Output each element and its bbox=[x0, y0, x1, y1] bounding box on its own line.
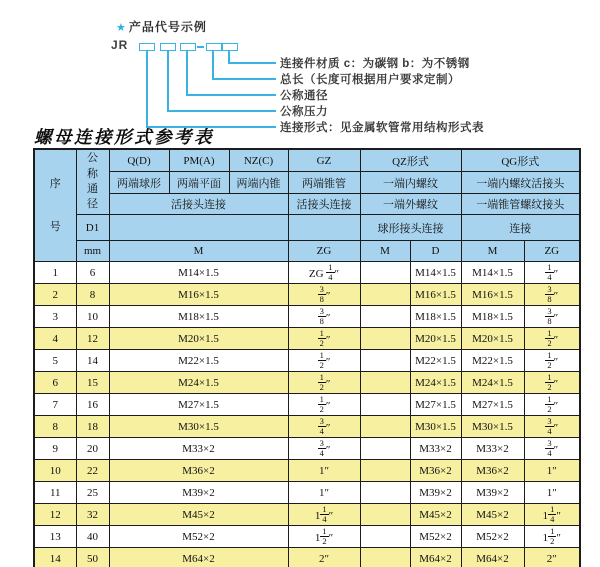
cell-gz: 1″ bbox=[288, 460, 360, 482]
table-row bbox=[34, 350, 580, 372]
cell-qg-m: M64×2 bbox=[461, 548, 524, 567]
header-row-codes bbox=[34, 149, 580, 172]
cell-qg-m: M22×1.5 bbox=[461, 350, 524, 372]
cell-dn: 10 bbox=[76, 306, 109, 328]
cell-gz: $\frac{1}{2}$ ″ bbox=[288, 328, 360, 350]
cell-dn: 50 bbox=[76, 548, 109, 567]
fraction: $\frac{3}{8}$ bbox=[547, 283, 552, 304]
header-mm: mm bbox=[76, 241, 109, 262]
connector-line bbox=[212, 78, 276, 80]
header-code-q: Q(D) bbox=[109, 149, 169, 172]
cell-qz-d: M52×2 bbox=[410, 526, 461, 548]
cell-seq: 3 bbox=[34, 306, 76, 328]
cell-seq: 6 bbox=[34, 372, 76, 394]
header-unit-qg-zg: ZG bbox=[524, 241, 580, 262]
header-unit-zg: ZG bbox=[288, 241, 360, 262]
cell-qg-m: M27×1.5 bbox=[461, 394, 524, 416]
fraction: $\frac{1}{4}$ bbox=[328, 261, 333, 282]
cell-qg-zg: 1″ bbox=[524, 482, 580, 504]
header-row-d1 bbox=[34, 215, 580, 241]
table-header bbox=[34, 149, 580, 262]
cell-qz-m bbox=[360, 548, 410, 567]
header-d1: D1 bbox=[76, 215, 109, 241]
header-type-pm: 两端平面 bbox=[169, 172, 229, 194]
header-type-qz: 一端内螺纹 bbox=[360, 172, 461, 194]
header-type-q: 两端球形 bbox=[109, 172, 169, 194]
cell-thread-m: M18×1.5 bbox=[109, 306, 288, 328]
table-row bbox=[34, 394, 580, 416]
cell-qz-m bbox=[360, 372, 410, 394]
dash-separator bbox=[197, 46, 204, 48]
cell-qz-d: M30×1.5 bbox=[410, 416, 461, 438]
cell-qg-zg: 1″ bbox=[524, 460, 580, 482]
cell-thread-m: M27×1.5 bbox=[109, 394, 288, 416]
cell-gz: $\frac{1}{2}$ ″ bbox=[288, 350, 360, 372]
header-unit-qz-d: D bbox=[410, 241, 461, 262]
fraction: $\frac{3}{4}$ bbox=[547, 437, 552, 458]
cell-qg-zg: $\frac{1}{2}$ ″ bbox=[524, 328, 580, 350]
header-union-m: 活接头连接 bbox=[109, 194, 288, 215]
cell-qg-m: M45×2 bbox=[461, 504, 524, 526]
cell-thread-m: M36×2 bbox=[109, 460, 288, 482]
cell-qg-zg: 1 $\frac{1}{4}$ ″ bbox=[524, 504, 580, 526]
cell-qz-m bbox=[360, 394, 410, 416]
fraction: $\frac{3}{4}$ bbox=[319, 437, 324, 458]
fraction: $\frac{1}{2}$ bbox=[550, 525, 555, 546]
fraction: $\frac{1}{2}$ bbox=[319, 371, 324, 392]
cell-qg-m: M20×1.5 bbox=[461, 328, 524, 350]
cell-gz: 1 $\frac{1}{4}$ ″ bbox=[288, 504, 360, 526]
diagram-label-material: 连接件材质 c：为碳钢 b：为不锈钢 bbox=[280, 58, 470, 70]
star-icon: ★ bbox=[116, 22, 127, 34]
cell-gz: 2″ bbox=[288, 548, 360, 567]
cell-dn: 12 bbox=[76, 328, 109, 350]
header-type-qg: 一端内螺纹活接头 bbox=[461, 172, 580, 194]
fraction: $\frac{3}{8}$ bbox=[319, 305, 324, 326]
cell-gz: 1 $\frac{1}{2}$ ″ bbox=[288, 526, 360, 548]
cell-dn: 6 bbox=[76, 262, 109, 284]
fraction: $\frac{1}{4}$ bbox=[550, 503, 555, 524]
cell-dn: 20 bbox=[76, 438, 109, 460]
fraction: $\frac{1}{4}$ bbox=[322, 503, 327, 524]
cell-seq: 12 bbox=[34, 504, 76, 526]
connector-line bbox=[228, 62, 276, 64]
cell-dn: 8 bbox=[76, 284, 109, 306]
cell-gz: $\frac{3}{4}$ ″ bbox=[288, 416, 360, 438]
cell-qg-m: M33×2 bbox=[461, 438, 524, 460]
cell-qz-d: M45×2 bbox=[410, 504, 461, 526]
cell-dn: 16 bbox=[76, 394, 109, 416]
cell-gz: $\frac{3}{4}$ ″ bbox=[288, 438, 360, 460]
diagram-label-length: 总长（长度可根据用户要求定制） bbox=[280, 74, 460, 86]
header-row-types bbox=[34, 172, 580, 194]
cell-dn: 40 bbox=[76, 526, 109, 548]
cell-qg-m: M30×1.5 bbox=[461, 416, 524, 438]
header-code-pm: PM(A) bbox=[169, 149, 229, 172]
fraction: $\frac{1}{2}$ bbox=[547, 371, 552, 392]
cell-qg-zg: 1 $\frac{1}{2}$ ″ bbox=[524, 526, 580, 548]
cell-thread-m: M45×2 bbox=[109, 504, 288, 526]
cell-thread-m: M33×2 bbox=[109, 438, 288, 460]
header-type-nz: 两端内锥 bbox=[229, 172, 288, 194]
cell-gz: $\frac{3}{8}$ ″ bbox=[288, 284, 360, 306]
cell-qz-m bbox=[360, 504, 410, 526]
fraction: $\frac{3}{4}$ bbox=[319, 415, 324, 436]
header-blank-gz bbox=[288, 215, 360, 241]
header-unit-qz-m: M bbox=[360, 241, 410, 262]
cell-qz-m bbox=[360, 350, 410, 372]
cell-dn: 14 bbox=[76, 350, 109, 372]
cell-qz-m bbox=[360, 416, 410, 438]
cell-qz-m bbox=[360, 526, 410, 548]
header-code-qg: QG形式 bbox=[461, 149, 580, 172]
cell-seq: 13 bbox=[34, 526, 76, 548]
header-unit-m: M bbox=[109, 241, 288, 262]
cell-dn: 32 bbox=[76, 504, 109, 526]
cell-qz-m bbox=[360, 438, 410, 460]
cell-qz-d: M22×1.5 bbox=[410, 350, 461, 372]
cell-qz-m bbox=[360, 284, 410, 306]
cell-seq: 2 bbox=[34, 284, 76, 306]
header-blank-m bbox=[109, 215, 288, 241]
cell-qz-d: M18×1.5 bbox=[410, 306, 461, 328]
cell-seq: 1 bbox=[34, 262, 76, 284]
table-row bbox=[34, 306, 580, 328]
cell-qg-zg: $\frac{3}{4}$ ″ bbox=[524, 416, 580, 438]
table-row bbox=[34, 284, 580, 306]
cell-seq: 7 bbox=[34, 394, 76, 416]
code-prefix: JR bbox=[111, 38, 129, 52]
header-unit-qg-m: M bbox=[461, 241, 524, 262]
cell-qg-m: M52×2 bbox=[461, 526, 524, 548]
cell-qg-m: M18×1.5 bbox=[461, 306, 524, 328]
cell-gz: $\frac{3}{8}$ ″ bbox=[288, 306, 360, 328]
connector-line bbox=[186, 94, 276, 96]
cell-dn: 25 bbox=[76, 482, 109, 504]
fraction: $\frac{1}{4}$ bbox=[547, 261, 552, 282]
code-box bbox=[206, 43, 222, 51]
cell-thread-m: M24×1.5 bbox=[109, 372, 288, 394]
cell-seq: 9 bbox=[34, 438, 76, 460]
header-code-nz: NZ(C) bbox=[229, 149, 288, 172]
cell-thread-m: M16×1.5 bbox=[109, 284, 288, 306]
header-row-units bbox=[34, 241, 580, 262]
fraction: $\frac{3}{4}$ bbox=[547, 415, 552, 436]
fraction: $\frac{1}{2}$ bbox=[547, 393, 552, 414]
cell-qg-zg: $\frac{3}{8}$ ″ bbox=[524, 284, 580, 306]
cell-qz-d: M14×1.5 bbox=[410, 262, 461, 284]
cell-seq: 8 bbox=[34, 416, 76, 438]
cell-thread-m: M22×1.5 bbox=[109, 350, 288, 372]
fraction: $\frac{1}{2}$ bbox=[319, 349, 324, 370]
connector-line bbox=[212, 50, 214, 79]
cell-thread-m: M30×1.5 bbox=[109, 416, 288, 438]
header-code-gz: GZ bbox=[288, 149, 360, 172]
cell-seq: 14 bbox=[34, 548, 76, 567]
diagram-title bbox=[116, 18, 207, 35]
cell-qg-m: M39×2 bbox=[461, 482, 524, 504]
table-row bbox=[34, 372, 580, 394]
cell-qz-d: M39×2 bbox=[410, 482, 461, 504]
cell-qg-m: M24×1.5 bbox=[461, 372, 524, 394]
cell-qz-d: M20×1.5 bbox=[410, 328, 461, 350]
cell-thread-m: M39×2 bbox=[109, 482, 288, 504]
header-code-qz: QZ形式 bbox=[360, 149, 461, 172]
table-row bbox=[34, 482, 580, 504]
cell-dn: 18 bbox=[76, 416, 109, 438]
cell-qg-zg: $\frac{1}{2}$ ″ bbox=[524, 372, 580, 394]
cell-gz: ZG $\frac{1}{4}$ ″ bbox=[288, 262, 360, 284]
table-row bbox=[34, 438, 580, 460]
fraction: $\frac{1}{2}$ bbox=[547, 327, 552, 348]
connector-line bbox=[186, 50, 188, 95]
table-row bbox=[34, 548, 580, 567]
table-row bbox=[34, 526, 580, 548]
table-row bbox=[34, 460, 580, 482]
cell-qz-m bbox=[360, 328, 410, 350]
cell-qz-d: M24×1.5 bbox=[410, 372, 461, 394]
cell-qg-zg: $\frac{1}{4}$ ″ bbox=[524, 262, 580, 284]
cell-qg-zg: 2″ bbox=[524, 548, 580, 567]
header-dn: 公称通径 bbox=[76, 149, 109, 215]
cell-qz-d: M16×1.5 bbox=[410, 284, 461, 306]
header-seq: 序号 bbox=[34, 149, 76, 262]
cell-qz-m bbox=[360, 482, 410, 504]
cell-gz: $\frac{1}{2}$ ″ bbox=[288, 372, 360, 394]
cell-qg-zg: $\frac{3}{8}$ ″ bbox=[524, 306, 580, 328]
cell-qz-m bbox=[360, 306, 410, 328]
header-ext-thread-qz: 一端外螺纹 bbox=[360, 194, 461, 215]
fraction: $\frac{3}{8}$ bbox=[319, 283, 324, 304]
diagram-label-pressure: 公称压力 bbox=[280, 106, 328, 118]
cell-gz: $\frac{1}{2}$ ″ bbox=[288, 394, 360, 416]
cell-thread-m: M20×1.5 bbox=[109, 328, 288, 350]
cell-qz-d: M36×2 bbox=[410, 460, 461, 482]
header-type-gz: 两端锥管 bbox=[288, 172, 360, 194]
fraction: $\frac{1}{2}$ bbox=[319, 327, 324, 348]
cell-seq: 11 bbox=[34, 482, 76, 504]
cell-qg-zg: $\frac{3}{4}$ ″ bbox=[524, 438, 580, 460]
table-row bbox=[34, 504, 580, 526]
cell-seq: 5 bbox=[34, 350, 76, 372]
table-row bbox=[34, 262, 580, 284]
cell-thread-m: M52×2 bbox=[109, 526, 288, 548]
cell-qg-zg: $\frac{1}{2}$ ″ bbox=[524, 350, 580, 372]
fraction: $\frac{3}{8}$ bbox=[547, 305, 552, 326]
table-row bbox=[34, 416, 580, 438]
fraction: $\frac{1}{2}$ bbox=[547, 349, 552, 370]
diagram-label-connection: 连接形式：见金属软管常用结构形式表 bbox=[280, 122, 484, 134]
connector-line bbox=[146, 50, 148, 127]
code-box bbox=[180, 43, 196, 51]
cell-dn: 22 bbox=[76, 460, 109, 482]
cell-qz-m bbox=[360, 460, 410, 482]
cell-thread-m: M14×1.5 bbox=[109, 262, 288, 284]
diagram-title-text: 产品代号示例 bbox=[128, 20, 207, 34]
header-connect-qg: 连接 bbox=[461, 215, 580, 241]
connector-line bbox=[167, 110, 276, 112]
cell-seq: 4 bbox=[34, 328, 76, 350]
cell-seq: 10 bbox=[34, 460, 76, 482]
header-ball-joint-qz: 球形接头连接 bbox=[360, 215, 461, 241]
cell-qz-d: M64×2 bbox=[410, 548, 461, 567]
cell-qz-m bbox=[360, 262, 410, 284]
header-union-gz: 活接头连接 bbox=[288, 194, 360, 215]
cell-qg-m: M16×1.5 bbox=[461, 284, 524, 306]
fraction: $\frac{1}{2}$ bbox=[319, 393, 324, 414]
table-title: 螺母连接形式参考表 bbox=[34, 127, 214, 147]
cell-qz-d: M33×2 bbox=[410, 438, 461, 460]
table-row bbox=[34, 328, 580, 350]
table-body bbox=[34, 262, 580, 567]
fraction: $\frac{1}{2}$ bbox=[322, 525, 327, 546]
header-row-connection bbox=[34, 194, 580, 215]
cell-qg-m: M36×2 bbox=[461, 460, 524, 482]
code-box bbox=[222, 43, 238, 51]
cell-qg-zg: $\frac{1}{2}$ ″ bbox=[524, 394, 580, 416]
diagram-label-diameter: 公称通径 bbox=[280, 90, 328, 102]
cell-dn: 15 bbox=[76, 372, 109, 394]
header-taper-qg: 一端锥管螺纹接头 bbox=[461, 194, 580, 215]
connector-line bbox=[167, 50, 169, 111]
nut-connection-table bbox=[33, 148, 581, 567]
cell-qz-d: M27×1.5 bbox=[410, 394, 461, 416]
cell-gz: 1″ bbox=[288, 482, 360, 504]
cell-thread-m: M64×2 bbox=[109, 548, 288, 567]
cell-qg-m: M14×1.5 bbox=[461, 262, 524, 284]
